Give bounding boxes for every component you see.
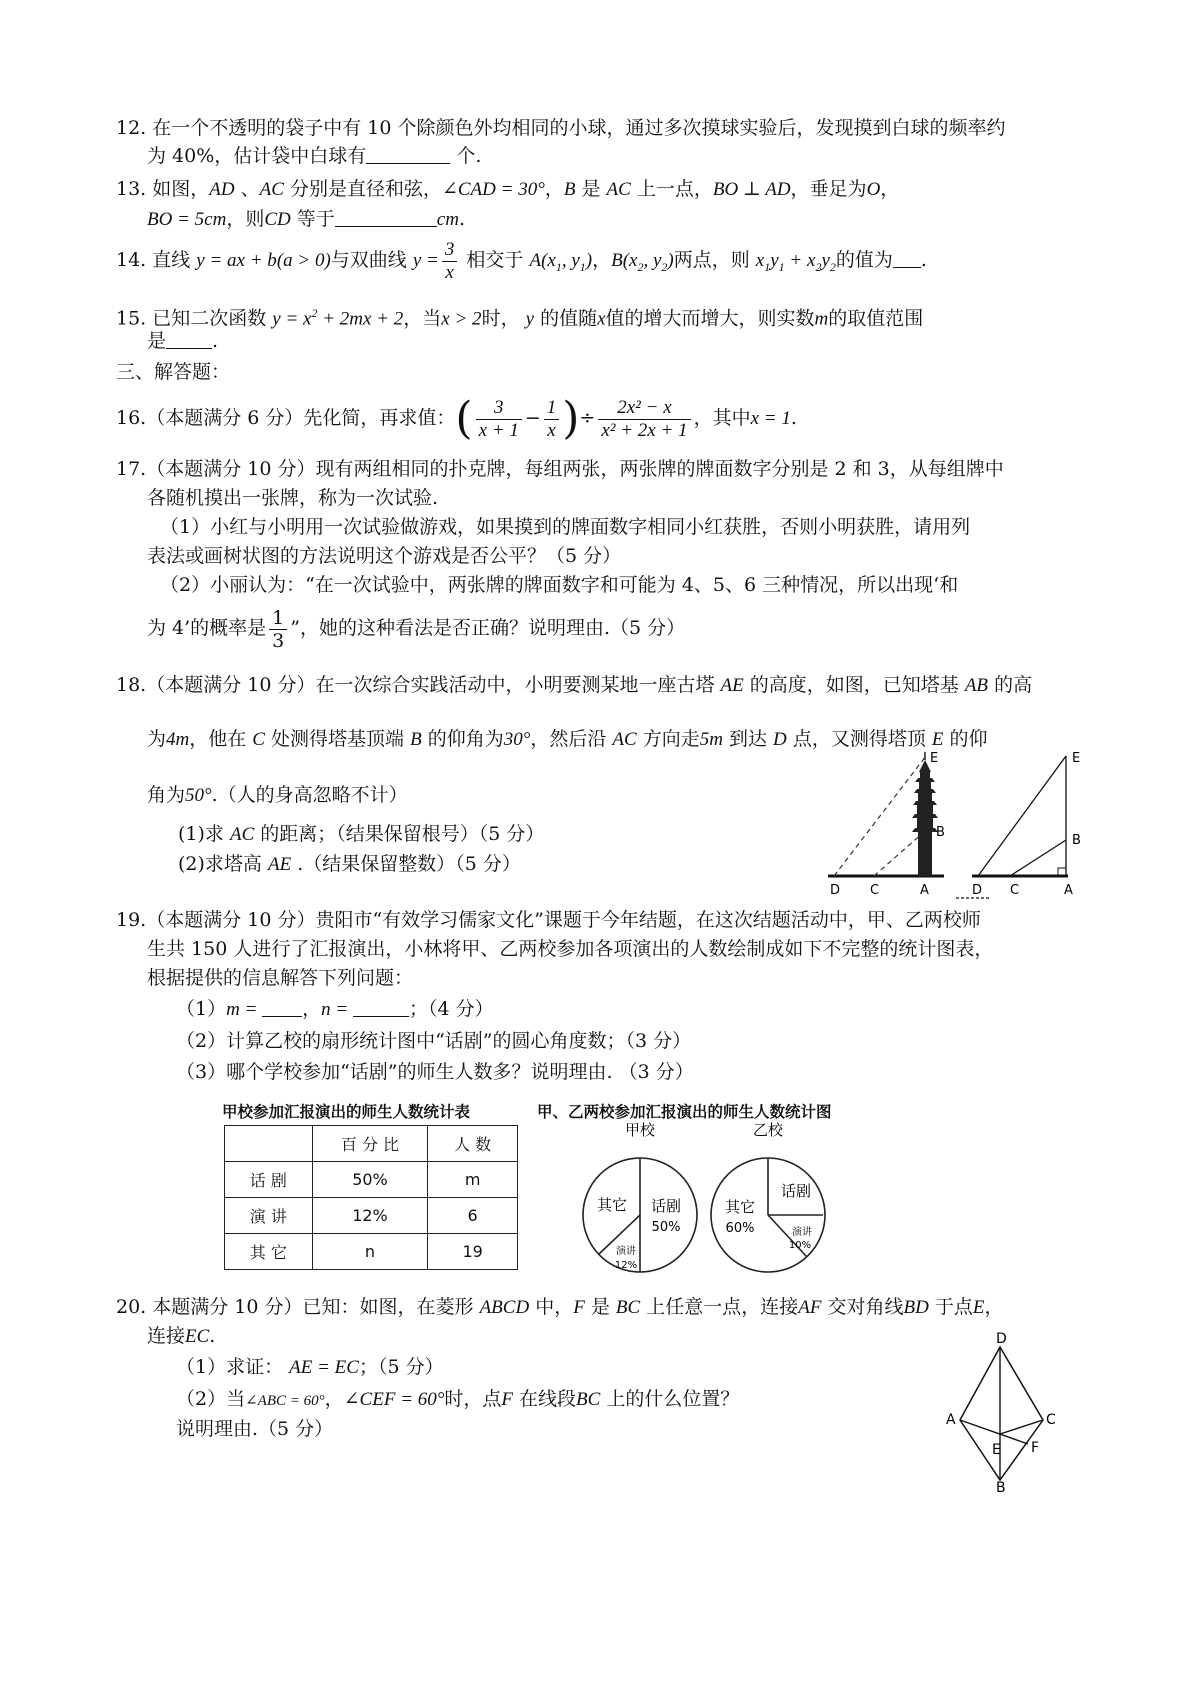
label-E: E	[992, 1442, 1001, 1458]
label-A: A	[946, 1412, 956, 1428]
table-row	[225, 1162, 518, 1198]
table-header-cell: 百 分 比	[312, 1126, 428, 1162]
table-row	[225, 1234, 518, 1270]
pie-a-speech-label: 演讲	[616, 1246, 636, 1257]
segment-AF	[960, 1420, 1028, 1444]
q18-line2: 为4m，他在 C 处测得塔基顶端 B 的仰角为30°，然后沿 AC 方向走5m 到达 D 点，又测得塔顶 E 的仰	[147, 728, 988, 750]
answer-blank-q13[interactable]	[335, 208, 437, 227]
pie-a-title: 甲校	[624, 1121, 656, 1139]
q17-line6: 为 4’的概率是 $\frac{1}{3}$ ”，她的这种看法是否正确？说明理由.（5 分）	[147, 606, 686, 652]
q20-line4: （2）当∠ABC = 60°，∠CEF = 60°时，点F 在线段BC 上的什么位置？	[176, 1388, 740, 1410]
rhombus-outline	[960, 1347, 1043, 1480]
table-cell: 12%	[312, 1198, 428, 1234]
q20-line1: 20. 本题满分 10 分）已知：如图，在菱形 ABCD 中，F 是 BC 上任意一点，连接AF 交对角线BD 于点E，	[116, 1296, 1004, 1318]
q20-line5: 说明理由.（5 分）	[176, 1418, 334, 1440]
label-A-left: A	[920, 883, 929, 898]
table-cell: 50%	[312, 1162, 428, 1198]
label-D-left: D	[830, 883, 841, 898]
q17-line5: （2）小丽认为：“在一次试验中，两张牌的牌面数字和可能为 4、5、6 三种情况，所以出现‘和	[160, 574, 959, 596]
q13-line2: BO = 5cm，则CD 等于 cm.	[147, 208, 465, 230]
answer-blank-q15[interactable]	[166, 330, 212, 349]
pie-b-speech-pct: 10%	[788, 1240, 812, 1251]
table-cell: m	[428, 1162, 518, 1198]
q16-line: 16.（本题满分 6 分）先化简，再求值：( $\frac{3}{x + 1}$ − $\frac{1}{x}$ )÷ $\frac{\text{2x² − x}}{\text{x² + 2x + 1}}$ ，其中x = 1.	[116, 393, 797, 444]
q17-line2: 各随机摸出一张牌，称为一次试验.	[147, 487, 439, 509]
stats-table	[224, 1125, 518, 1270]
q18-line5: (2)求塔高 AE .（结果保留整数）（5 分）	[178, 853, 521, 875]
q19-line6: （3）哪个学校参加“话剧”的师生人数多？说明理由. （3 分）	[176, 1061, 694, 1083]
table-caption: 甲校参加汇报演出的师生人数统计表	[222, 1103, 471, 1121]
pie-b-speech-label: 演讲	[792, 1227, 812, 1238]
label-B: B	[996, 1480, 1006, 1494]
label-F: F	[1031, 1440, 1040, 1456]
answer-blank-m[interactable]	[262, 998, 302, 1017]
q12-line1: 12. 在一个不透明的袋子中有 10 个除颜色外均相同的小球，通过多次摸球实验后，发现摸到白球的频率约	[116, 117, 1006, 139]
pie-b-drama-label: 话剧	[780, 1182, 812, 1200]
q13-line1: 13. 如图，AD 、AC 分别是直径和弦，∠CAD = 30°，B 是 AC 上一点，BO ⊥ AD，垂足为O，	[116, 178, 900, 200]
q18-line1: 18.（本题满分 10 分）在一次综合实践活动中，小明要测某地一座古塔 AE 的高度，如图，已知塔基 AB 的高	[116, 674, 1033, 696]
answer-blank-n[interactable]	[353, 998, 409, 1017]
q17-line3: （1）小红与小明用一次试验做游戏，如果摸到的牌面数字相同小红获胜，否则小明获胜，请用列	[160, 516, 971, 538]
q15-line2: 是 .	[147, 330, 219, 352]
answer-blank-q14[interactable]	[893, 249, 921, 268]
q19-line5: （2）计算乙校的扇形统计图中“话剧”的圆心角度数；（3 分）	[176, 1030, 692, 1052]
label-C-right: C	[1010, 883, 1020, 898]
q19-line4: （1）m = ，n = ；（4 分）	[176, 998, 494, 1020]
pie-b-title: 乙校	[752, 1121, 784, 1139]
pie-a-drama-pct: 50%	[651, 1220, 681, 1235]
section-heading: 三、解答题：	[116, 361, 231, 383]
q15-line1: 15. 已知二次函数 $y = x^2 + 2mx + 2$，当x > 2时， y 的值随x值的增大而增大，则实数m的取值范围	[116, 306, 924, 330]
q18-line4: (1)求 AC 的距离；（结果保留根号）（5 分）	[178, 823, 545, 845]
label-A-right: A	[1064, 883, 1073, 898]
label-C-left: C	[870, 883, 880, 898]
answer-blank-q12[interactable]	[366, 145, 450, 164]
label-D: D	[996, 1331, 1007, 1347]
label-D-right: D	[972, 883, 983, 898]
table-cell: 演 讲	[225, 1198, 313, 1234]
q19-line3: 根据提供的信息解答下列问题：	[147, 967, 414, 989]
pie-b-other-label: 其它	[724, 1198, 756, 1216]
q19-line1: 19.（本题满分 10 分）贵阳市“有效学习儒家文化”课题于今年结题，在这次结题活动中，甲、乙两校师	[116, 909, 981, 931]
table-cell: 其 它	[225, 1234, 313, 1270]
q19-line2: 生共 150 人进行了汇报演出，小林将甲、乙两校参加各项演出的人数绘制成如下不完整的统计图表，	[147, 938, 994, 960]
pagoda-figure	[826, 748, 1106, 900]
q17-line1: 17.（本题满分 10 分）现有两组相同的扑克牌，每组两张，两张牌的牌面数字分别是 2 和 3，从每组牌中	[116, 458, 1004, 480]
q20-line3: （1）求证： AE = EC；（5 分）	[176, 1356, 444, 1378]
table-row	[225, 1198, 518, 1234]
label-C: C	[1046, 1412, 1056, 1428]
q17-line4: 表法或画树状图的方法说明这个游戏是否公平？（5 分）	[147, 545, 622, 567]
table-cell: 话 剧	[225, 1162, 313, 1198]
pie-a-drama-label: 话剧	[650, 1197, 682, 1215]
pie-charts	[570, 1118, 850, 1278]
q18-line3: 角为50°.（人的身高忽略不计）	[147, 784, 408, 806]
pagoda-icon	[912, 760, 938, 876]
pie-a-other-label: 其它	[596, 1196, 628, 1214]
rhombus-figure	[942, 1330, 1072, 1494]
table-header-cell	[225, 1126, 313, 1162]
table-header-row	[225, 1126, 518, 1162]
table-cell: n	[312, 1234, 428, 1270]
table-cell: 19	[428, 1234, 518, 1270]
segment-EC	[1000, 1420, 1043, 1434]
chart-caption: 甲、乙两校参加汇报演出的师生人数统计图	[537, 1103, 832, 1121]
q14-fraction: $\frac{3}{x}$	[442, 239, 458, 284]
table-cell: 6	[428, 1198, 518, 1234]
q12-line2: 为 40%，估计袋中白球有 个.	[147, 145, 482, 167]
pie-b-other-pct: 60%	[725, 1221, 755, 1236]
q20-line2: 连接EC.	[147, 1325, 216, 1347]
q14-line: 14. 直线 y = ax + b(a > 0)与双曲线 y = $\frac{3}{x}$ 相交于 $A(x_1$, $y_1$)，$B(x_2$, $y_2$)两点，则 $x_1y_1 + x_2y_2$的值为 .	[116, 238, 927, 283]
pie-a-speech-pct: 12%	[614, 1260, 638, 1271]
label-B-right: B	[1072, 833, 1081, 848]
label-E-right: E	[1072, 751, 1081, 766]
label-B-left: B	[936, 825, 945, 840]
label-E-left: E	[930, 751, 939, 766]
table-header-cell: 人 数	[428, 1126, 518, 1162]
